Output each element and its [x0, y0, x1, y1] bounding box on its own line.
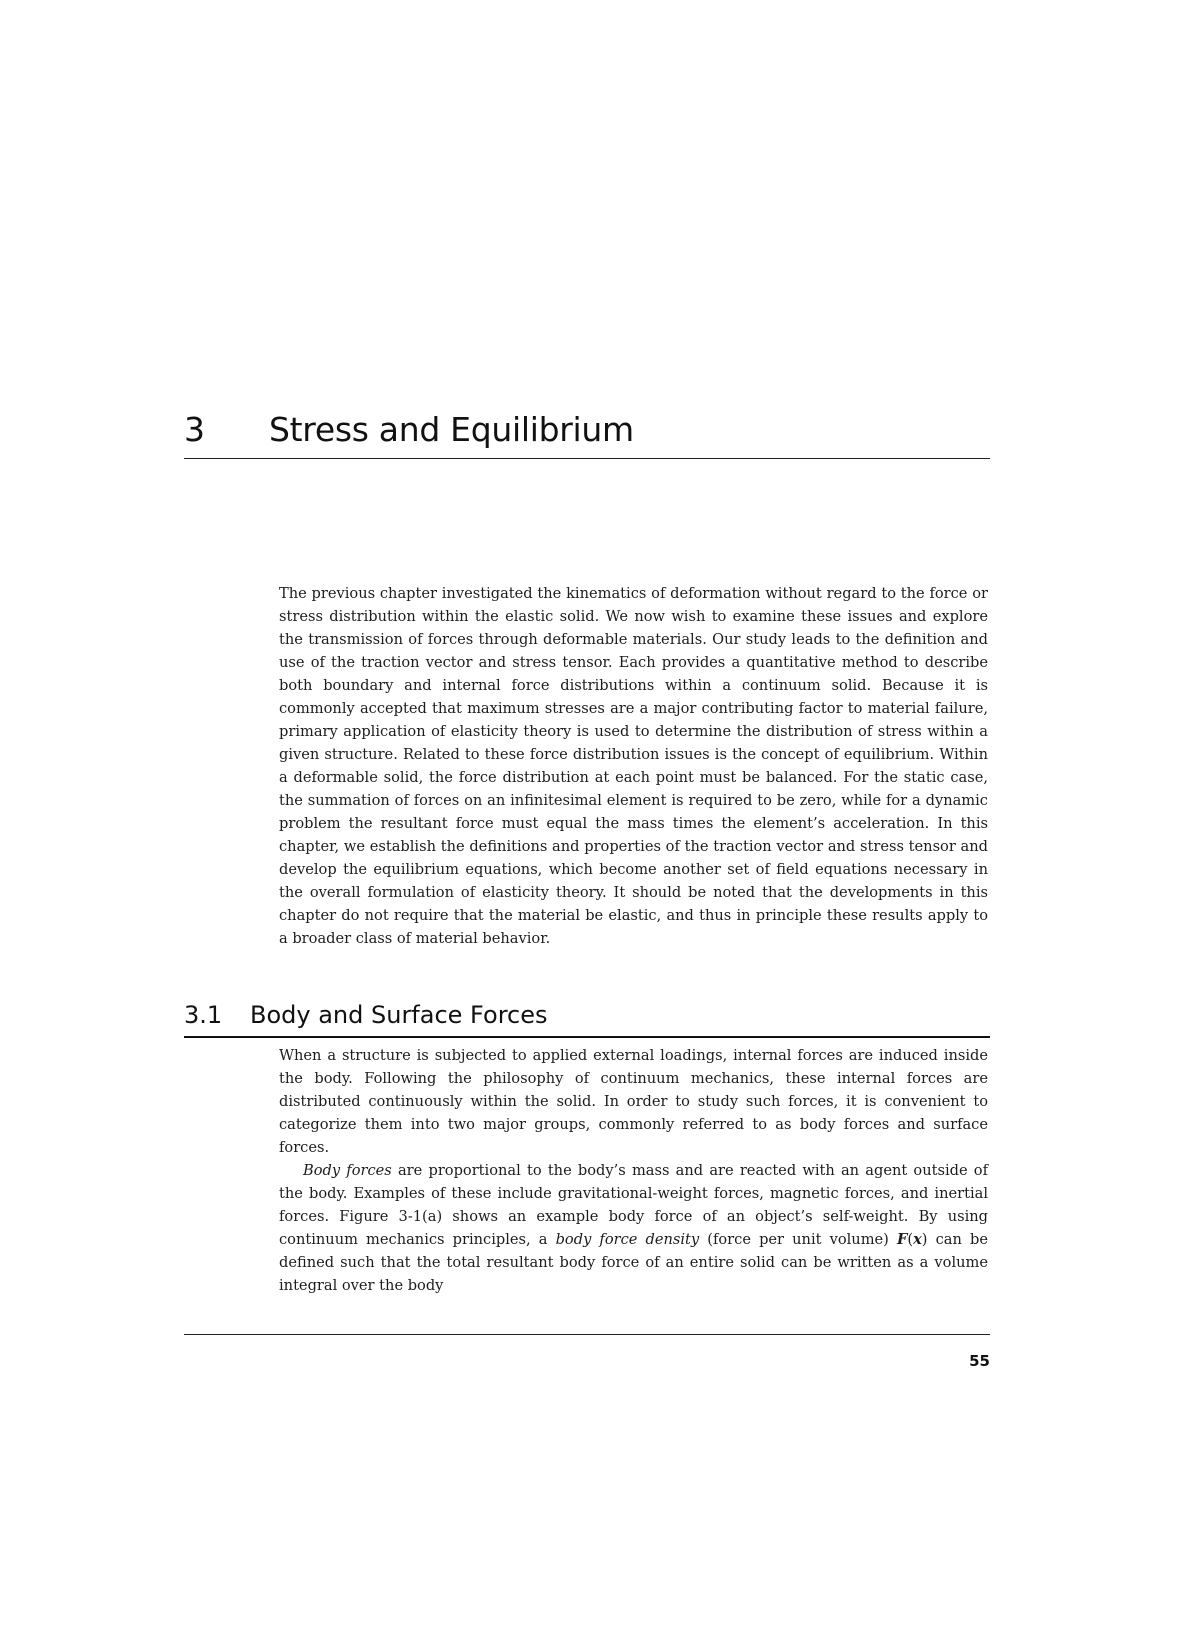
symbol-open-paren: ( [907, 1231, 914, 1248]
chapter-title: Stress and Equilibrium [269, 410, 634, 449]
chapter-heading [184, 410, 990, 459]
term-body-force-density: body force density [555, 1231, 700, 1248]
section-paragraph-2 [279, 1159, 988, 1297]
symbol-position-vector: x [913, 1231, 922, 1248]
section-heading [184, 1000, 990, 1038]
symbol-close-paren: ) [921, 1231, 928, 1248]
paragraph-2-text-part-2: (force per unit volume) [699, 1231, 897, 1248]
symbol-force-vector: F [897, 1231, 908, 1248]
term-body-forces: Body forces [303, 1162, 392, 1179]
chapter-number: 3 [184, 410, 205, 449]
section-title: Body and Surface Forces [250, 1001, 548, 1029]
page-number: 55 [969, 1352, 990, 1370]
intro-paragraph: The previous chapter investigated the kinematics of deformation without regard to the force or stress distribution within the elastic solid. We now wish to examine these issues and explore the transmission of forces through deformable materials. Our study leads to the definition and use of the traction vector and stress tensor. Each provides a quantitative method to describe both boundary and internal force distributions within a continuum solid. Because it is commonly accepted that maximum stresses are a major contributing factor to material failure, primary application of elasticity theory is used to determine the distribution of stress within a given structure. Related to these force distribution issues is the concept of equilibrium. Within a deformable solid, the force distribution at each point must be balanced. For the static case, the summation of forces on an infinitesimal element is required to be zero, while for a dynamic problem the resultant force must equal the mass times the element’s acceleration. In this chapter, we establish the definitions and properties of the traction vector and stress tensor and develop the equilibrium equations, which become another set of field equations necessary in the overall formulation of elasticity theory. It should be noted that the developments in this chapter do not require that the material be elastic, and thus in principle these results apply to a broader class of material behavior. [279, 585, 988, 947]
section-paragraph-1: When a structure is subjected to applied external loadings, internal forces are induced inside the body. Following the philosophy of continuum mechanics, these internal forces are distributed continuously within the solid. In order to study such forces, it is convenient to categorize them into two major groups, commonly referred to as body forces and surface forces. [279, 1047, 988, 1156]
footer-rule [184, 1334, 990, 1335]
paragraph-2-text-part-1: are proportional to the body’s mass and are reacted with an agent outside of the body. Examples of these include gravitational-weight forces, magnetic forces, and inertial forces. Figure 3-1(a) shows an example body force of an object’s self-weight. By using continuum mechanics principles, a [279, 1162, 988, 1248]
section-number: 3.1 [184, 1001, 223, 1029]
paragraph-2-text-part-3: can be defined such that the total resultant body force of an entire solid can be written as a volume integral over the body [279, 1231, 988, 1294]
